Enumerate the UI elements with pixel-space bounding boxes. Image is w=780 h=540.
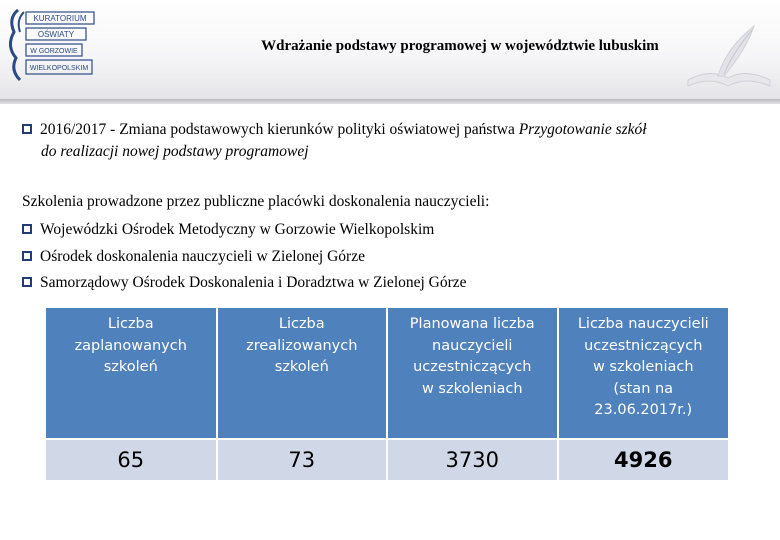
logo-line-1: KURATORIUM <box>33 14 87 23</box>
institution-label: Ośrodek doskonalenia nauczycieli w Zielonej Górze <box>40 247 365 265</box>
square-bullet-icon <box>22 277 32 287</box>
header-completed-trainings: Liczba zrealizowanych szkoleń <box>217 308 388 439</box>
feather-book-decoration <box>680 20 776 96</box>
institutions-list <box>22 217 467 297</box>
table-header-row <box>46 308 728 439</box>
cell-participating-teachers: 4926 <box>558 439 729 480</box>
header-planned-trainings: Liczba zaplanowanych szkoleń <box>46 308 217 439</box>
cell-completed-trainings: 73 <box>217 439 388 480</box>
institution-label: Samorządowy Ośrodek Doskonalenia i Doradztwa w Zielonej Górze <box>40 274 467 291</box>
list-item <box>22 270 467 297</box>
header-participating-teachers: Liczba nauczycieli uczestniczących w szkoleniach (stan na 23.06.2017r.) <box>558 308 729 439</box>
logo-line-2: OŚWIATY <box>37 30 75 39</box>
square-bullet-icon <box>22 124 32 134</box>
trainings-table <box>46 308 728 480</box>
cell-planned-trainings: 65 <box>46 439 217 480</box>
intro-italic-part1: Przygotowanie szkół <box>518 121 647 138</box>
square-bullet-icon <box>22 251 32 261</box>
kuratorium-logo <box>4 6 100 88</box>
intro-text: 2016/2017 - Zmiana podstawowych kierunków polityki oświatowej państwa <box>40 121 515 138</box>
institution-label: Wojewódzki Ośrodek Metodyczny w Gorzowie Wielkopolskim <box>40 221 435 238</box>
header-planned-teachers: Planowana liczba nauczycieli uczestniczących w szkoleniach <box>387 308 558 439</box>
table-row <box>46 439 728 480</box>
logo-line-3: W GORZOWIE <box>30 48 78 55</box>
trainings-lead-text: Szkolenia prowadzone przez publiczne placówki doskonalenia nauczycieli: <box>22 193 490 210</box>
header-divider <box>0 99 780 104</box>
intro-paragraph <box>22 119 762 141</box>
intro-italic-continuation: do realizacji nowej podstawy programowej <box>41 143 309 160</box>
logo-line-4: WIELKOPOLSKIM <box>29 65 89 72</box>
square-bullet-icon <box>22 224 32 234</box>
list-item <box>22 217 467 244</box>
page-title: Wdrażanie podstawy programowej w województwie lubuskim <box>261 38 659 54</box>
list-item <box>22 244 467 271</box>
cell-planned-teachers: 3730 <box>387 439 558 480</box>
